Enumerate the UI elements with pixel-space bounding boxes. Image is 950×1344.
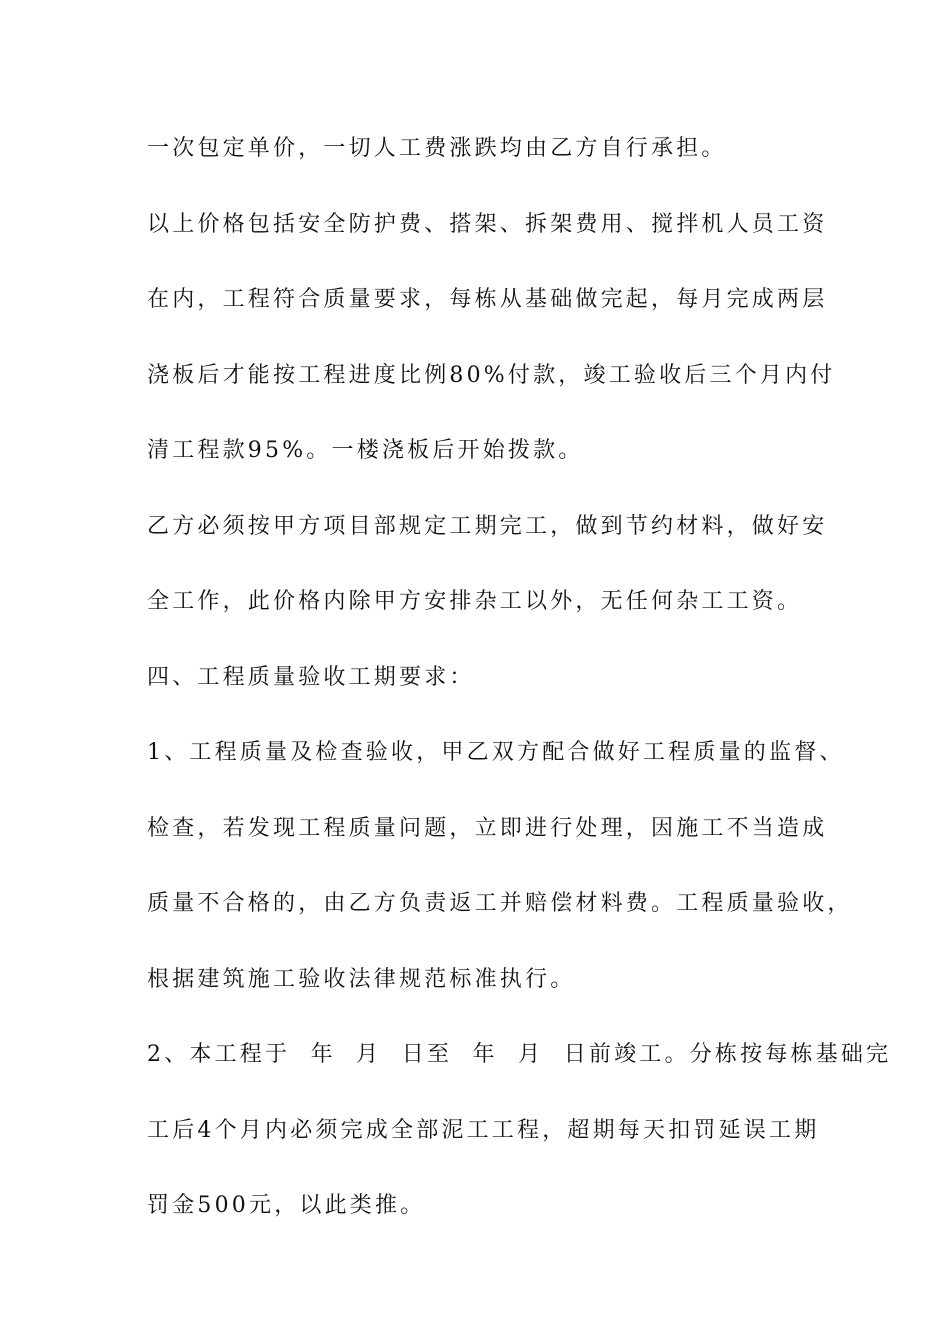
- text-line: 以上价格包括安全防护费、搭架、拆架费用、搅拌机人员工资: [147, 211, 828, 237]
- text-line: 质量不合格的，由乙方负责返工并赔偿材料费。工程质量验收，: [147, 891, 853, 916]
- text-line: 检查，若发现工程质量问题，立即进行处理，因施工不当造成: [147, 815, 828, 841]
- text-line: 罚金500元，以此类推。: [147, 1193, 426, 1218]
- section-heading: 四、工程质量验收工期要求：: [147, 664, 475, 690]
- text-line: 工后4个月内必须完成全部泥工工程，超期每天扣罚延误工期: [147, 1117, 820, 1143]
- text-line: 浇板后才能按工程进度比例80%付款，竣工验收后三个月内付: [147, 362, 836, 388]
- text-line: 一次包定单价，一切人工费涨跌均由乙方自行承担。: [147, 136, 727, 161]
- text-line: 全工作，此价格内除甲方安排杂工以外，无任何杂工工资。: [147, 589, 803, 614]
- text-line: 2、本工程于 年 月 日至 年 月 日前竣工。分栋按每栋基础完: [147, 1042, 892, 1067]
- text-line: 乙方必须按甲方项目部规定工期完工，做到节约材料，做好安: [147, 513, 828, 539]
- contract-body-text: [147, 127, 892, 1260]
- text-line: 1、工程质量及检查验收，甲乙双方配合做好工程质量的监督、: [147, 740, 845, 765]
- text-line: 清工程款95%。一楼浇板后开始拨款。: [147, 438, 584, 463]
- text-line: 根据建筑施工验收法律规范标准执行。: [147, 966, 576, 992]
- text-line: 在内，工程符合质量要求，每栋从基础做完起，每月完成两层: [147, 287, 828, 312]
